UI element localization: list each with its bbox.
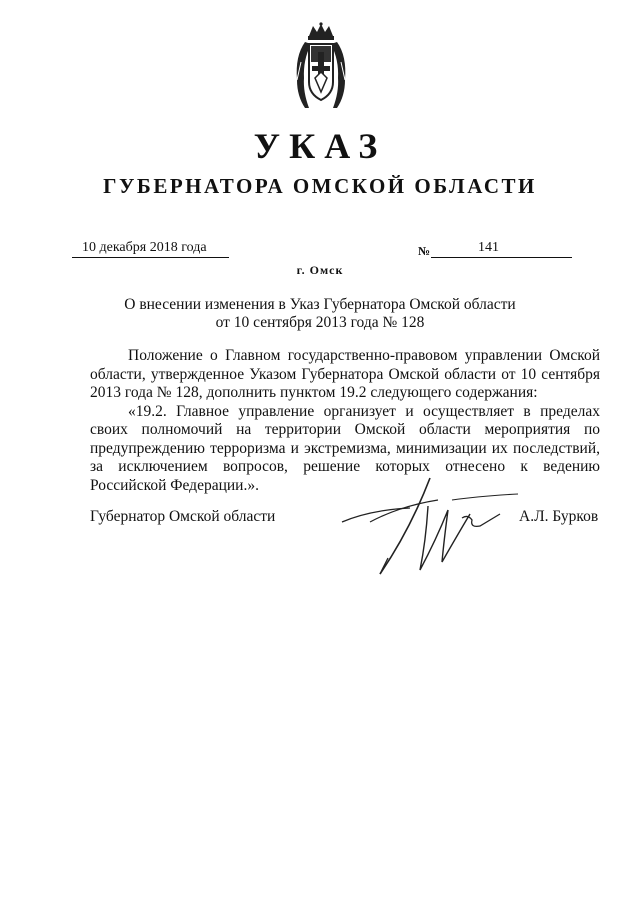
coat-of-arms-icon	[291, 22, 351, 110]
decree-number: 141	[431, 240, 572, 258]
decree-city: г. Омск	[296, 263, 344, 277]
body-paragraph-1: Положение о Главном государственно-правовом управлении Омской области, утвержденное Указом Губернатора Омской области от 10 сентября 2013 года № 128, дополнить пунктом 19.2 следующего содержания:	[90, 347, 600, 401]
heading-line-2: от 10 сентября 2013 года № 128	[215, 314, 425, 331]
decree-date: 10 декабря 2018 года	[72, 240, 229, 258]
decree-heading	[0, 296, 640, 332]
handwritten-signature	[340, 470, 520, 580]
number-sign: №	[418, 244, 431, 258]
signatory-name: А.Л. Бурков	[519, 508, 599, 525]
signatory-position: Губернатор Омской области	[90, 508, 276, 525]
heading-line-1: О внесении изменения в Указ Губернатора Омской области	[124, 296, 516, 313]
decree-subtitle: ГУБЕРНАТОРА ОМСКОЙ ОБЛАСТИ	[103, 174, 537, 198]
decree-title: УКАЗ	[253, 126, 387, 166]
body-paragraph-2: «19.2. Главное управление организует и осуществляет в пределах своих полномочий на территории Омской области мероприятия по предупреждению терроризма и экстремизма, минимизации их последствий, за исключением вопросов, решение которых отнесено к ведению Российской Федерации.».	[90, 402, 600, 494]
